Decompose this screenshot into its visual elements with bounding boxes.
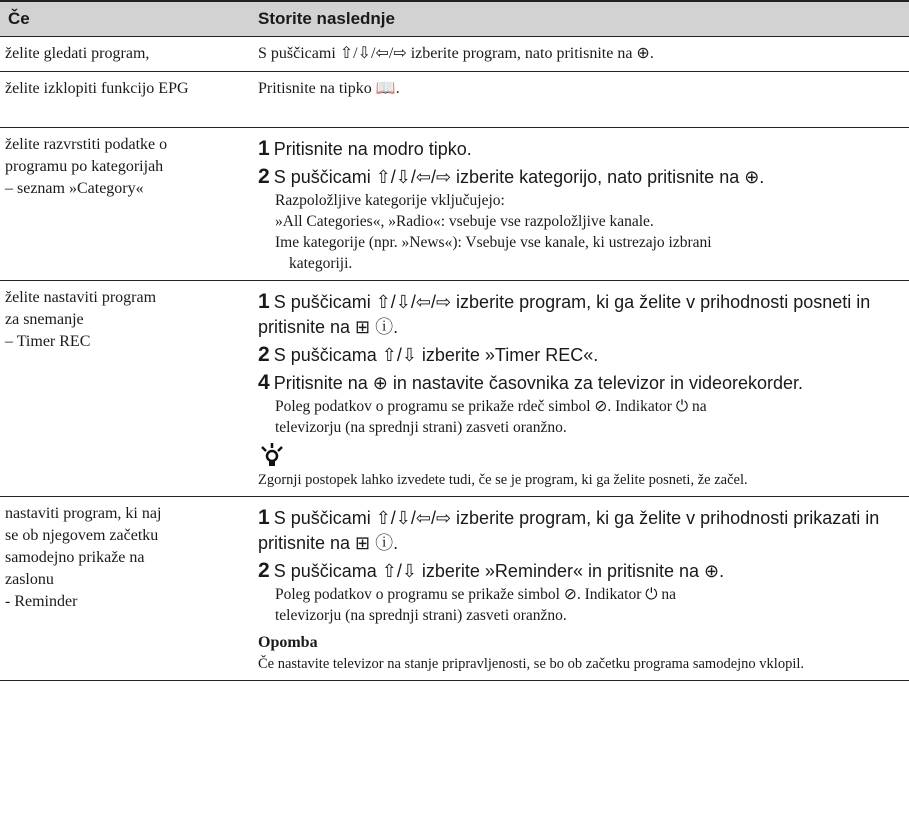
- row-action: [243, 281, 909, 497]
- table-row: [0, 281, 909, 497]
- row-condition: želite nastaviti program za snemanje – Timer REC: [0, 281, 243, 497]
- step-detail: Razpoložljive kategorije vključujejo: »All Categories«, »Radio«: vsebuje vse razpoložljive kanale. Ime kategorije (npr. »News«): Vsebuje vse kanale, ki ustrezajo izbrani kategoriji.: [275, 192, 712, 272]
- note-text: Če nastavite televizor na stanje pripravljenosti, se bo ob začetku programa samodejno vklopil.: [258, 656, 805, 672]
- row-action: Pritisnite na tipko 📖.: [243, 72, 909, 128]
- step: 1 Pritisnite na modro tipko.: [258, 137, 472, 160]
- hint-lightbulb-icon: [258, 442, 286, 468]
- step: 1 S puščicami ⇧/⇩/⇦/⇨ izberite program, ki ga želite v prihodnosti prikazati in pritisnite na ⊞ ⓘ.: [258, 506, 880, 553]
- table-row: [0, 497, 909, 681]
- step-detail: Poleg podatkov o programu se prikaže rdeč simbol ⊘. Indikator ⏻ na televizorju (na sprednji strani) zasveti oranžno.: [275, 398, 707, 436]
- step: 1 S puščicami ⇧/⇩/⇦/⇨ izberite program, ki ga želite v prihodnosti posneti in pritisnite na ⊞ ⓘ.: [258, 290, 871, 337]
- step: 2 S puščicami ⇧/⇩/⇦/⇨ izberite kategorijo, nato pritisnite na ⊕.: [258, 165, 765, 188]
- table-row: [0, 128, 909, 281]
- header-condition: Če: [0, 1, 243, 37]
- table-header-row: [0, 1, 909, 37]
- row-condition: želite razvrstiti podatke o programu po kategorijah – seznam »Category«: [0, 128, 243, 281]
- row-action: [243, 497, 909, 681]
- row-action: S puščicami ⇧/⇩/⇦/⇨ izberite program, nato pritisnite na ⊕.: [243, 37, 909, 72]
- row-action: [243, 128, 909, 281]
- note-title: Opomba: [258, 634, 318, 651]
- table-row: [0, 37, 909, 72]
- table-row: [0, 72, 909, 128]
- tip-text: Zgornji postopek lahko izvedete tudi, če se je program, ki ga želite posneti, že začel.: [258, 472, 748, 488]
- header-action: Storite naslednje: [243, 1, 909, 37]
- step: 2 S puščicama ⇧/⇩ izberite »Timer REC«.: [258, 343, 599, 366]
- row-condition: nastaviti program, ki naj se ob njegovem začetku samodejno prikaže na zaslonu - Reminder: [0, 497, 243, 681]
- row-condition: želite izklopiti funkcijo EPG: [0, 72, 243, 128]
- step: 4 Pritisnite na ⊕ in nastavite časovnika za televizor in videorekorder.: [258, 371, 804, 394]
- step: 2 S puščicama ⇧/⇩ izberite »Reminder« in pritisnite na ⊕.: [258, 559, 725, 582]
- step-detail: Poleg podatkov o programu se prikaže simbol ⊘. Indikator ⏻ na televizorju (na sprednji strani) zasveti oranžno.: [275, 586, 677, 624]
- row-condition: želite gledati program,: [0, 37, 243, 72]
